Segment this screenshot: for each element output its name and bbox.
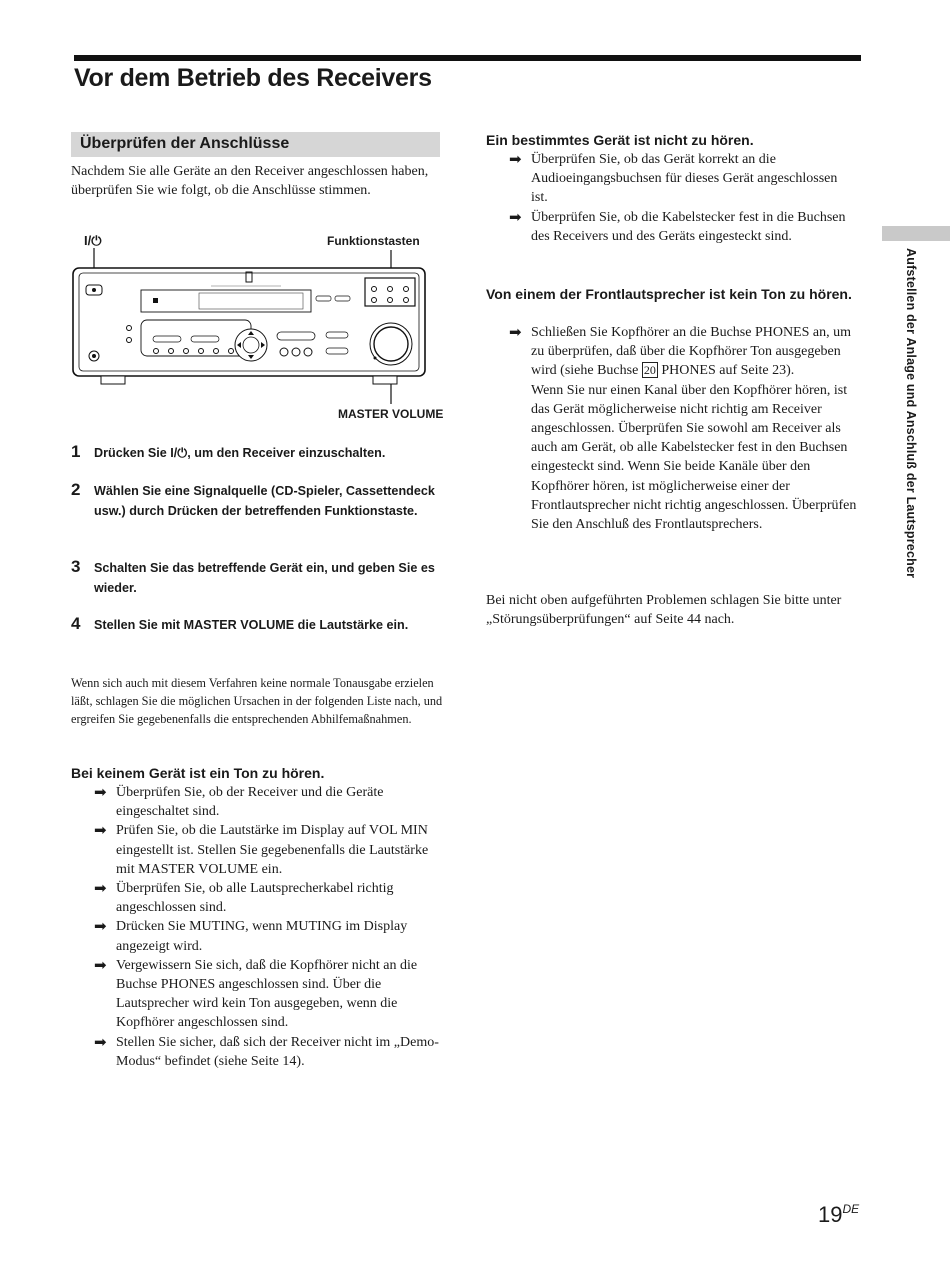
trouble-heading-2: Ein bestimmtes Gerät ist nicht zu hören. xyxy=(486,132,754,148)
top-rule xyxy=(74,55,861,61)
note-paragraph: Wenn sich auch mit diesem Verfahren keine normale Tonausgabe erzielen läßt, schlagen Sie die möglichen Ursachen in der folgenden Liste nach, und ergreifen Sie gegebenenfalls die entsprechenden Abhilfemaßnahmen. xyxy=(71,676,443,726)
list-item: ➡ Stellen Sie sicher, daß sich der Receiver nicht im „Demo-Modus“ befindet (siehe Seite 14). xyxy=(94,1032,439,1069)
arrow-right-icon: ➡ xyxy=(94,783,107,801)
master-volume-label: MASTER VOLUME xyxy=(338,407,444,421)
arrow-right-icon: ➡ xyxy=(94,1032,107,1051)
trouble-list-3 xyxy=(509,323,859,534)
jack-number-box: 20 xyxy=(643,363,656,378)
step-number: 3 xyxy=(71,557,81,576)
function-keys-label: Funktionstasten xyxy=(327,234,420,248)
step-2 xyxy=(71,482,441,542)
step-1 xyxy=(71,444,441,466)
side-tab-marker xyxy=(882,226,950,241)
step-number: 2 xyxy=(71,480,81,499)
arrow-right-icon: ➡ xyxy=(94,879,107,898)
list-item: ➡ Überprüfen Sie, ob alle Lautsprecherkabel richtig angeschlossen sind. xyxy=(94,879,394,916)
step-3 xyxy=(71,559,441,599)
list-item: ➡ Überprüfen Sie, ob der Receiver und die Geräte eingeschaltet sind. xyxy=(94,783,384,820)
trouble-heading-1: Bei keinem Gerät ist ein Ton zu hören. xyxy=(71,765,325,781)
receiver-illustration xyxy=(71,228,446,408)
section-title: Überprüfen der Anschlüsse xyxy=(80,135,290,152)
arrow-right-icon: ➡ xyxy=(509,207,522,226)
intro-paragraph: Nachdem Sie alle Geräte an den Receiver angeschlossen haben, überprüfen Sie wie folgt, ob die Anschlüsse stimmen. xyxy=(71,164,429,199)
list-continuation: Wenn Sie nur einen Kanal über den Kopfhörer hören, ist das Gerät möglicherweise nicht richtig am Receiver angeschlossen. Überprüfen Sie sowohl am Receiver als auch am Gerät, ob alle Kabelstecker fest in den Buchsen eingesteckt sind. Wenn Sie beide Kanäle über den Kopfhörer hören, ist möglicherweise einer der Frontlautsprecher nicht richtig angeschlossen. Überprüfen Sie den Anschluß des Frontlautsprechers. xyxy=(531,382,857,533)
trouble-list-1 xyxy=(94,783,442,1071)
arrow-right-icon: ➡ xyxy=(509,323,522,341)
closing-paragraph: Bei nicht oben aufgeführten Problemen schlagen Sie bitte unter „Störungsüberprüfungen“ auf Seite 44 nach. xyxy=(486,593,842,628)
trouble-list-2 xyxy=(509,150,851,246)
step-text: Stellen Sie mit MASTER VOLUME die Lautstärke ein. xyxy=(94,618,409,632)
arrow-right-icon: ➡ xyxy=(94,955,107,974)
list-item: ➡ Überprüfen Sie, ob das Gerät korrekt an die Audioeingangsbuchsen für dieses Gerät angeschlossen ist. xyxy=(509,150,838,206)
list-item: ➡ Drücken Sie MUTING, wenn MUTING im Display angezeigt wird. xyxy=(94,917,408,954)
page-title: Vor dem Betrieb des Receivers xyxy=(74,64,432,92)
page-suffix: DE xyxy=(842,1202,860,1216)
step-text: Schalten Sie das betreffende Gerät ein, und geben Sie es wieder. xyxy=(94,561,435,595)
step-number: 4 xyxy=(71,614,81,633)
step-text: Drücken Sie I/⏻, um den Receiver einzuschalten. xyxy=(94,446,386,460)
list-item: ➡ Überprüfen Sie, ob die Kabelstecker fest in die Buchsen des Receivers und des Geräts eingesteckt sind. xyxy=(509,207,846,244)
list-item: ➡ Prüfen Sie, ob die Lautstärke im Display auf VOL MIN eingestellt ist. Stellen Sie gegebenenfalls die Lautstärke mit MASTER VOLUME ein. xyxy=(94,821,429,877)
side-tab-label: Aufstellen der Anlage und Anschluß der Lautsprecher xyxy=(904,248,918,579)
list-item: ➡ Vergewissern Sie sich, daß die Kopfhörer nicht an die Buchse PHONES angeschlossen sind. Über die Lautsprecher wird kein Ton ausgegeben, wenn die Kopfhörer angeschlossen sind. xyxy=(94,955,418,1031)
step-text: Wählen Sie eine Signalquelle (CD-Spieler, Cassettendeck usw.) durch Drücken der betreffenden Funktionstaste. xyxy=(94,484,435,518)
arrow-right-icon: ➡ xyxy=(509,150,522,168)
power-label: I/⏻ xyxy=(84,233,102,248)
arrow-right-icon: ➡ xyxy=(94,821,107,840)
page-number: 19DE xyxy=(818,1202,860,1227)
trouble-heading-3: Von einem der Frontlautsprecher ist kein Ton zu hören. xyxy=(486,286,852,302)
step-4 xyxy=(71,616,441,656)
list-item: ➡ Schließen Sie Kopfhörer an die Buchse PHONES an, um zu überprüfen, daß über die Kopfhörer Ton ausgegeben wird (siehe Buchse 20 PHONES auf Seite 23). xyxy=(509,323,851,379)
section-header xyxy=(71,132,440,157)
step-number: 1 xyxy=(71,442,81,461)
arrow-right-icon: ➡ xyxy=(94,917,107,936)
